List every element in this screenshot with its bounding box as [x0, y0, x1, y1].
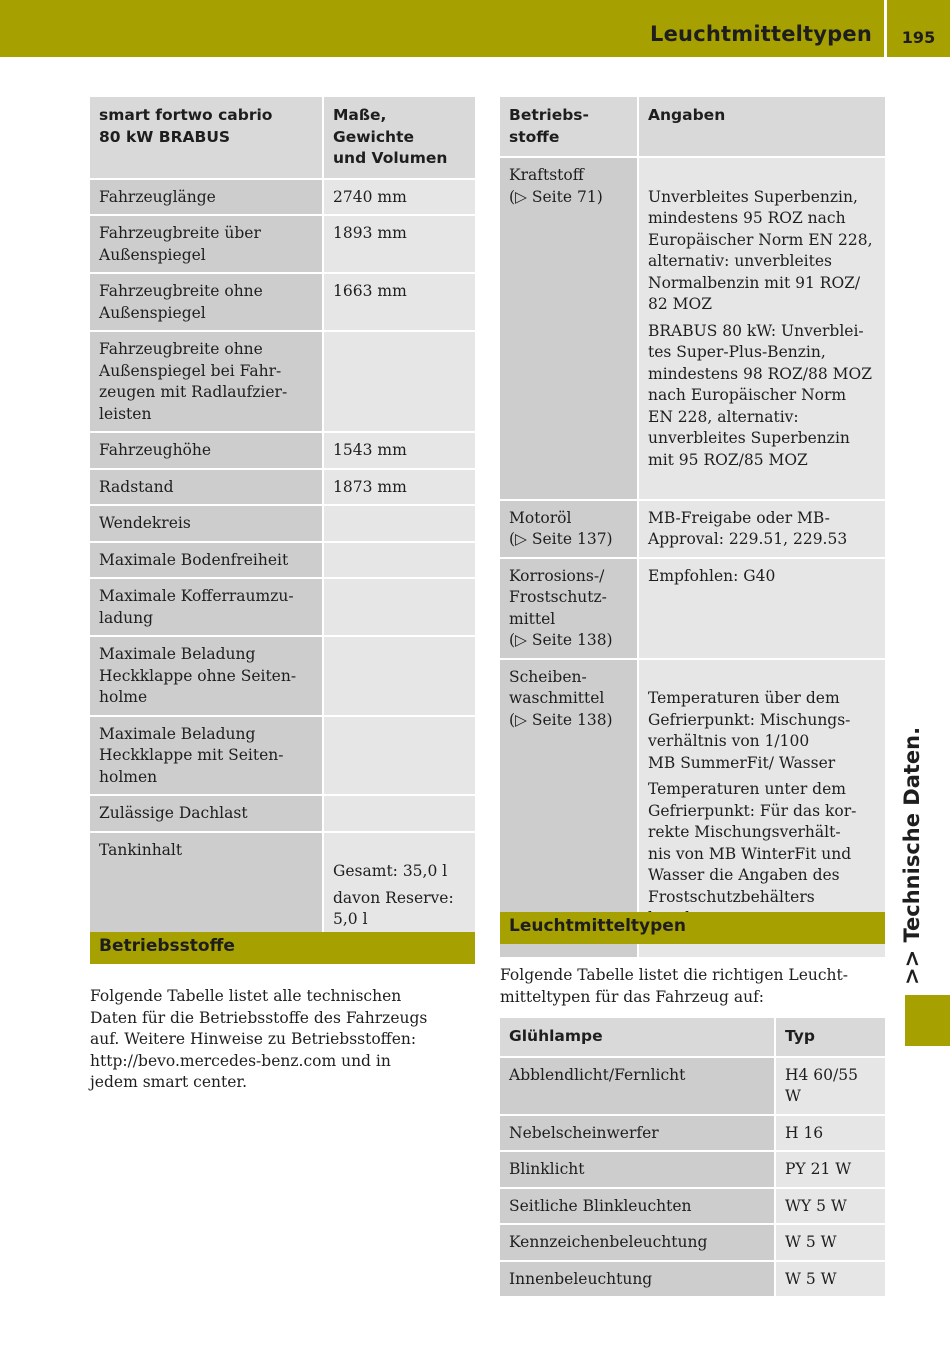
bulbs-intro-text: Folgende Tabelle listet die richtigen Leucht- mitteltypen für das Fahrzeug auf: — [500, 966, 848, 1006]
row-label: Fahrzeughöhe — [90, 432, 323, 469]
row-value: Empfohlen: G40 — [638, 558, 885, 659]
table-row — [90, 331, 475, 432]
fluids-table — [500, 97, 885, 959]
column-header-model: smart fortwo cabrio 80 kW BRABUS — [90, 97, 323, 179]
table-row — [90, 542, 475, 579]
row-label: Maximale Kofferraumzu- ladung — [90, 578, 323, 636]
row-value: W 5 W — [775, 1261, 885, 1298]
section-heading-bulbs: Leuchtmitteltypen — [500, 912, 885, 944]
column-header-type: Typ — [775, 1018, 885, 1057]
row-label: Fahrzeuglänge — [90, 179, 323, 216]
table-header-row — [90, 97, 475, 179]
table-row — [90, 469, 475, 506]
tank-total: Gesamt: 35,0 l — [333, 862, 448, 880]
row-value — [323, 716, 475, 796]
table-row — [500, 1057, 885, 1115]
table-row — [500, 157, 885, 500]
row-value — [323, 505, 475, 542]
row-label: Motoröl (▷ Seite 137) — [500, 500, 638, 558]
row-label: Fahrzeugbreite ohne Außenspiegel bei Fahr- zeugen mit Radlaufzier- leisten — [90, 331, 323, 432]
table-row — [90, 505, 475, 542]
table-row — [90, 273, 475, 331]
fluids-intro-text: Folgende Tabelle listet alle technischen Daten für die Betriebsstoffe des Fahrzeugs auf. Weitere Hinweise zu Betriebsstoffen: http://bevo.mercedes-benz.com und in jedem smart center. — [90, 987, 428, 1091]
table-row — [500, 1151, 885, 1188]
table-row — [90, 432, 475, 469]
column-header-dimensions: Maße, Gewichte und Volumen — [323, 97, 475, 179]
table-row — [90, 795, 475, 832]
row-value: MB-Freigabe oder MB- Approval: 229.51, 229.53 — [638, 500, 885, 558]
page-header-title: Leuchtmitteltypen — [650, 22, 872, 46]
table-row — [90, 215, 475, 273]
row-label: Tankinhalt — [90, 832, 323, 960]
column-header-bulb: Glühlampe — [500, 1018, 775, 1057]
column-header-fluids: Betriebs- stoffe — [500, 97, 638, 157]
row-value — [323, 795, 475, 832]
table-row — [500, 1188, 885, 1225]
table-header-row — [500, 1018, 885, 1057]
row-label: Scheiben- waschmittel (▷ Seite 138) — [500, 659, 638, 959]
dimensions-table — [90, 97, 475, 960]
washer-spec-winter: Temperaturen unter dem Gefrierpunkt: Für das kor- rekte Mischungsverhält- nis von MB WinterFit und Wasser die Angaben des Frostschutzbehälters — [648, 780, 857, 906]
table-row — [500, 1115, 885, 1152]
washer-spec-summer: Temperaturen über dem Gefrierpunkt: Mischungs- verhältnis von 1/100 MB SummerFit/ Wasser — [648, 689, 851, 772]
row-value — [323, 542, 475, 579]
row-value — [323, 578, 475, 636]
page-number: 195 — [901, 28, 936, 47]
row-value: H4 60/55 W — [775, 1057, 885, 1115]
row-label: Kraftstoff (▷ Seite 71) — [500, 157, 638, 500]
section-heading-fluids: Betriebsstoffe — [90, 932, 475, 964]
row-label: Radstand — [90, 469, 323, 506]
row-label: Seitliche Blinkleuchten — [500, 1188, 775, 1225]
fuel-spec: Unverbleites Superbenzin, mindestens 95 ROZ nach Europäischer Norm EN 228, alternativ: unverbleites Normalbenzin mit 91 ROZ/ 82 MOZ — [648, 187, 873, 313]
side-tab-label: >> Technische Daten. — [900, 726, 924, 985]
table-row — [500, 1224, 885, 1261]
row-label: Korrosions-/ Frostschutz- mittel (▷ Seite 138) — [500, 558, 638, 659]
row-value: 1543 mm — [323, 432, 475, 469]
row-value: PY 21 W — [775, 1151, 885, 1188]
tank-reserve: davon Reserve: 5,0 l — [333, 888, 454, 928]
row-label: Fahrzeugbreite ohne Außenspiegel — [90, 273, 323, 331]
row-value: W 5 W — [775, 1224, 885, 1261]
row-value: 1873 mm — [323, 469, 475, 506]
column-header-specs: Angaben — [638, 97, 885, 157]
side-tab-marker — [905, 995, 950, 1046]
table-row — [90, 179, 475, 216]
row-value — [638, 157, 885, 500]
table-row — [90, 578, 475, 636]
table-header-row — [500, 97, 885, 157]
table-row — [500, 558, 885, 659]
row-label: Maximale Beladung Heckklappe mit Seiten- holmen — [90, 716, 323, 796]
row-label: Nebelscheinwerfer — [500, 1115, 775, 1152]
row-label: Abblendlicht/Fernlicht — [500, 1057, 775, 1115]
table-row — [90, 716, 475, 796]
fuel-spec-brabus: BRABUS 80 kW: Unverblei- tes Super-Plus-Benzin, mindestens 98 ROZ/88 MOZ nach Europäischer Norm EN 228, alternativ: unverbleites Superbenzin mit 95 ROZ/85 MOZ — [648, 321, 872, 469]
row-label: Zulässige Dachlast — [90, 795, 323, 832]
bulbs-table — [500, 1018, 885, 1298]
row-value — [323, 636, 475, 716]
row-value: H 16 — [775, 1115, 885, 1152]
row-label: Wendekreis — [90, 505, 323, 542]
row-label: Maximale Bodenfreiheit — [90, 542, 323, 579]
row-label: Kennzeichenbeleuchtung — [500, 1224, 775, 1261]
table-row — [500, 500, 885, 558]
row-value: 2740 mm — [323, 179, 475, 216]
row-value: 1663 mm — [323, 273, 475, 331]
row-label: Fahrzeugbreite über Außenspiegel — [90, 215, 323, 273]
table-row — [500, 1261, 885, 1298]
row-label: Maximale Beladung Heckklappe ohne Seiten- holme — [90, 636, 323, 716]
table-row — [90, 636, 475, 716]
row-value — [323, 331, 475, 432]
row-label: Innenbeleuchtung — [500, 1261, 775, 1298]
row-label: Blinklicht — [500, 1151, 775, 1188]
row-value: 1893 mm — [323, 215, 475, 273]
row-value: WY 5 W — [775, 1188, 885, 1225]
